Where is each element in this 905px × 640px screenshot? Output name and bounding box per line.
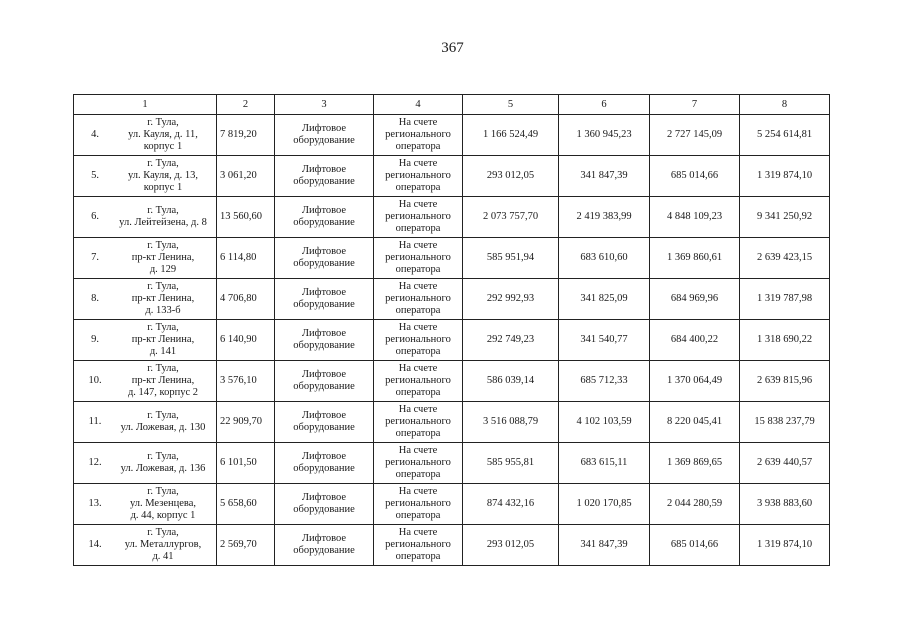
address: [113, 115, 213, 155]
funding-source-line: оператора: [395, 305, 441, 316]
work-type-line: Лифтовое: [301, 164, 347, 175]
funding-source-line: оператора: [395, 469, 441, 480]
address-line: корпус 1: [143, 182, 183, 193]
funding-source-line: На счете: [398, 117, 438, 128]
row-number: 5.: [91, 170, 99, 181]
area-cell: 5 658,60: [217, 484, 275, 525]
address-line: г. Тула,: [147, 205, 179, 216]
funding-source-cell: [374, 443, 463, 484]
funding-source-cell: [374, 525, 463, 566]
address-cell: [74, 525, 217, 566]
column-header: 2: [217, 95, 275, 115]
address: [113, 484, 213, 524]
table-row: [74, 156, 830, 197]
work-type-cell: [275, 484, 374, 525]
address-line: пр-кт Ленина,: [131, 375, 195, 386]
address-line: г. Тула,: [147, 486, 179, 497]
address-line: д. 141: [149, 346, 177, 357]
address-cell: [74, 156, 217, 197]
table-body: [74, 95, 830, 566]
value-cell-v7: 2 727 145,09: [650, 115, 740, 156]
value-cell-v5: 3 516 088,79: [463, 402, 559, 443]
value-cell-v6: 341 825,09: [559, 279, 650, 320]
area-cell: 6 101,50: [217, 443, 275, 484]
value-cell-v8: 1 319 874,10: [740, 525, 830, 566]
work-type-line: Лифтовое: [301, 328, 347, 339]
area-cell: 6 114,80: [217, 238, 275, 279]
value-cell-v7: 4 848 109,23: [650, 197, 740, 238]
address-wrap: [77, 525, 213, 565]
address-cell: [74, 443, 217, 484]
row-number: 14.: [88, 539, 102, 550]
table-row: [74, 320, 830, 361]
funding-source-line: регионального: [385, 416, 451, 427]
address-cell: [74, 238, 217, 279]
address-line: г. Тула,: [147, 240, 179, 251]
area-cell: 6 140,90: [217, 320, 275, 361]
funding-source-cell: [374, 361, 463, 402]
work-type-line: Лифтовое: [301, 369, 347, 380]
value-cell-v7: 2 044 280,59: [650, 484, 740, 525]
funding-source-line: регионального: [385, 170, 451, 181]
value-cell-v7: 685 014,66: [650, 156, 740, 197]
value-cell-v8: 15 838 237,79: [740, 402, 830, 443]
funding-source-line: регионального: [385, 252, 451, 263]
work-type-line: Лифтовое: [301, 533, 347, 544]
address-line: ул. Лейтейзена, д. 8: [119, 217, 207, 228]
work-type-cell: [275, 156, 374, 197]
address-line: ул. Ложевая, д. 136: [120, 463, 206, 474]
work-type-line: оборудование: [293, 135, 355, 146]
value-cell-v6: 1 020 170,85: [559, 484, 650, 525]
address: [113, 197, 213, 237]
area-cell: 22 909,70: [217, 402, 275, 443]
address-cell: [74, 197, 217, 238]
funding-source-cell: [374, 279, 463, 320]
address-wrap: [77, 484, 213, 524]
value-cell-v7: 1 369 869,65: [650, 443, 740, 484]
funding-source-cell: [374, 320, 463, 361]
address-cell: [74, 115, 217, 156]
funding-source-line: регионального: [385, 129, 451, 140]
table-row: [74, 402, 830, 443]
work-type-line: Лифтовое: [301, 246, 347, 257]
area-cell: 7 819,20: [217, 115, 275, 156]
table-row: [74, 197, 830, 238]
row-number: 10.: [88, 375, 102, 386]
funding-source-line: На счете: [398, 527, 438, 538]
row-number: 6.: [91, 211, 99, 222]
value-cell-v6: 2 419 383,99: [559, 197, 650, 238]
work-type-line: Лифтовое: [301, 451, 347, 462]
address-line: д. 44, корпус 1: [130, 510, 196, 521]
value-cell-v8: 2 639 815,96: [740, 361, 830, 402]
value-cell-v5: 292 749,23: [463, 320, 559, 361]
funding-source-line: оператора: [395, 223, 441, 234]
work-type-cell: [275, 361, 374, 402]
work-type-line: Лифтовое: [301, 205, 347, 216]
address: [113, 156, 213, 196]
funding-source-line: На счете: [398, 363, 438, 374]
funding-source-line: На счете: [398, 404, 438, 415]
value-cell-v6: 4 102 103,59: [559, 402, 650, 443]
value-cell-v8: 2 639 423,15: [740, 238, 830, 279]
address-line: корпус 1: [143, 141, 183, 152]
funding-source-line: оператора: [395, 551, 441, 562]
work-type-line: оборудование: [293, 217, 355, 228]
value-cell-v5: 1 166 524,49: [463, 115, 559, 156]
funding-source-line: На счете: [398, 199, 438, 210]
work-type-line: оборудование: [293, 381, 355, 392]
work-type-line: оборудование: [293, 422, 355, 433]
funding-source-line: оператора: [395, 182, 441, 193]
area-cell: 3 061,20: [217, 156, 275, 197]
work-type-line: оборудование: [293, 176, 355, 187]
funding-source-line: регионального: [385, 334, 451, 345]
work-type-line: оборудование: [293, 299, 355, 310]
area-cell: 13 560,60: [217, 197, 275, 238]
value-cell-v6: 341 847,39: [559, 525, 650, 566]
address: [113, 402, 213, 442]
funding-source-cell: [374, 115, 463, 156]
area-cell: 2 569,70: [217, 525, 275, 566]
funding-source-line: На счете: [398, 445, 438, 456]
area-cell: 4 706,80: [217, 279, 275, 320]
row-number: 13.: [88, 498, 102, 509]
table-row: [74, 279, 830, 320]
address-line: ул. Ложевая, д. 130: [120, 422, 206, 433]
value-cell-v5: 874 432,16: [463, 484, 559, 525]
funding-source-line: оператора: [395, 387, 441, 398]
address: [113, 443, 213, 483]
work-type-line: Лифтовое: [301, 492, 347, 503]
table-row: [74, 443, 830, 484]
address-line: пр-кт Ленина,: [131, 252, 195, 263]
funding-source-line: На счете: [398, 158, 438, 169]
funding-source-line: На счете: [398, 322, 438, 333]
value-cell-v5: 585 955,81: [463, 443, 559, 484]
work-type-cell: [275, 402, 374, 443]
value-cell-v6: 341 540,77: [559, 320, 650, 361]
funding-source-cell: [374, 238, 463, 279]
value-cell-v8: 1 318 690,22: [740, 320, 830, 361]
work-type-line: оборудование: [293, 545, 355, 556]
work-type-line: оборудование: [293, 504, 355, 515]
table-row: [74, 484, 830, 525]
funding-source-line: регионального: [385, 211, 451, 222]
address-line: д. 41: [152, 551, 174, 562]
value-cell-v8: 3 938 883,60: [740, 484, 830, 525]
address-wrap: [77, 402, 213, 442]
row-number: 4.: [91, 129, 99, 140]
funding-source-line: регионального: [385, 457, 451, 468]
value-cell-v6: 1 360 945,23: [559, 115, 650, 156]
value-cell-v5: 585 951,94: [463, 238, 559, 279]
address: [113, 361, 213, 401]
funding-source-line: оператора: [395, 510, 441, 521]
row-number: 12.: [88, 457, 102, 468]
address-line: г. Тула,: [147, 451, 179, 462]
funding-source-line: регионального: [385, 539, 451, 550]
address-wrap: [77, 320, 213, 360]
address-wrap: [77, 238, 213, 278]
funding-source-cell: [374, 484, 463, 525]
value-cell-v8: 1 319 874,10: [740, 156, 830, 197]
column-header: 6: [559, 95, 650, 115]
address-cell: [74, 320, 217, 361]
value-cell-v7: 1 369 860,61: [650, 238, 740, 279]
address-cell: [74, 361, 217, 402]
value-cell-v5: 2 073 757,70: [463, 197, 559, 238]
table-row: [74, 361, 830, 402]
address-line: ул. Металлургов,: [124, 539, 202, 550]
value-cell-v7: 1 370 064,49: [650, 361, 740, 402]
row-number: 11.: [88, 416, 102, 427]
value-cell-v7: 8 220 045,41: [650, 402, 740, 443]
value-cell-v7: 684 969,96: [650, 279, 740, 320]
work-type-cell: [275, 238, 374, 279]
value-cell-v8: 9 341 250,92: [740, 197, 830, 238]
value-cell-v5: 293 012,05: [463, 525, 559, 566]
value-cell-v6: 683 615,11: [559, 443, 650, 484]
funding-source-line: регионального: [385, 293, 451, 304]
column-header-row: [74, 95, 830, 115]
address-line: г. Тула,: [147, 410, 179, 421]
address: [113, 525, 213, 565]
column-header: 8: [740, 95, 830, 115]
row-number: 7.: [91, 252, 99, 263]
column-header: 5: [463, 95, 559, 115]
address-line: ул. Кауля, д. 11,: [128, 129, 198, 140]
address-line: г. Тула,: [147, 158, 179, 169]
address-wrap: [77, 156, 213, 196]
value-cell-v8: 1 319 787,98: [740, 279, 830, 320]
address-line: д. 129: [149, 264, 177, 275]
work-type-cell: [275, 115, 374, 156]
work-type-cell: [275, 443, 374, 484]
funding-source-line: На счете: [398, 486, 438, 497]
row-number: 8.: [91, 293, 99, 304]
address-wrap: [77, 443, 213, 483]
funding-source-line: оператора: [395, 346, 441, 357]
funding-source-line: На счете: [398, 281, 438, 292]
address: [113, 279, 213, 319]
value-cell-v5: 586 039,14: [463, 361, 559, 402]
column-header: 7: [650, 95, 740, 115]
address-line: г. Тула,: [147, 322, 179, 333]
address-wrap: [77, 279, 213, 319]
work-type-line: оборудование: [293, 340, 355, 351]
funding-source-line: регионального: [385, 498, 451, 509]
column-header: 4: [374, 95, 463, 115]
table-row: [74, 238, 830, 279]
funding-source-line: оператора: [395, 141, 441, 152]
address: [113, 320, 213, 360]
work-type-line: оборудование: [293, 463, 355, 474]
column-header: 1: [74, 95, 217, 115]
funding-source-line: На счете: [398, 240, 438, 251]
address-cell: [74, 402, 217, 443]
table-row: [74, 525, 830, 566]
value-cell-v8: 5 254 614,81: [740, 115, 830, 156]
funding-source-cell: [374, 402, 463, 443]
value-cell-v6: 341 847,39: [559, 156, 650, 197]
funding-source-line: оператора: [395, 264, 441, 275]
address-wrap: [77, 115, 213, 155]
address-line: г. Тула,: [147, 281, 179, 292]
address-line: пр-кт Ленина,: [131, 334, 195, 345]
address-line: пр-кт Ленина,: [131, 293, 195, 304]
row-number: 9.: [91, 334, 99, 345]
value-cell-v6: 685 712,33: [559, 361, 650, 402]
address-line: ул. Мезенцева,: [129, 498, 197, 509]
funding-source-line: регионального: [385, 375, 451, 386]
page-number: 367: [441, 40, 464, 56]
work-type-cell: [275, 320, 374, 361]
address-line: д. 133-б: [145, 305, 181, 316]
table-row: [74, 115, 830, 156]
address-line: г. Тула,: [147, 117, 179, 128]
work-type-line: оборудование: [293, 258, 355, 269]
value-cell-v6: 683 610,60: [559, 238, 650, 279]
funding-source-line: оператора: [395, 428, 441, 439]
address-wrap: [77, 361, 213, 401]
value-cell-v7: 685 014,66: [650, 525, 740, 566]
address-line: д. 147, корпус 2: [127, 387, 199, 398]
work-type-cell: [275, 197, 374, 238]
work-type-cell: [275, 525, 374, 566]
funding-source-cell: [374, 156, 463, 197]
address-cell: [74, 279, 217, 320]
address-line: ул. Кауля, д. 13,: [127, 170, 199, 181]
value-cell-v5: 293 012,05: [463, 156, 559, 197]
work-type-line: Лифтовое: [301, 287, 347, 298]
column-header: 3: [275, 95, 374, 115]
address-wrap: [77, 197, 213, 237]
repair-costs-table: [73, 94, 830, 566]
funding-source-cell: [374, 197, 463, 238]
address-line: г. Тула,: [147, 527, 179, 538]
work-type-line: Лифтовое: [301, 123, 347, 134]
value-cell-v5: 292 992,93: [463, 279, 559, 320]
value-cell-v7: 684 400,22: [650, 320, 740, 361]
work-type-cell: [275, 279, 374, 320]
value-cell-v8: 2 639 440,57: [740, 443, 830, 484]
address: [113, 238, 213, 278]
area-cell: 3 576,10: [217, 361, 275, 402]
work-type-line: Лифтовое: [301, 410, 347, 421]
address-cell: [74, 484, 217, 525]
address-line: г. Тула,: [147, 363, 179, 374]
